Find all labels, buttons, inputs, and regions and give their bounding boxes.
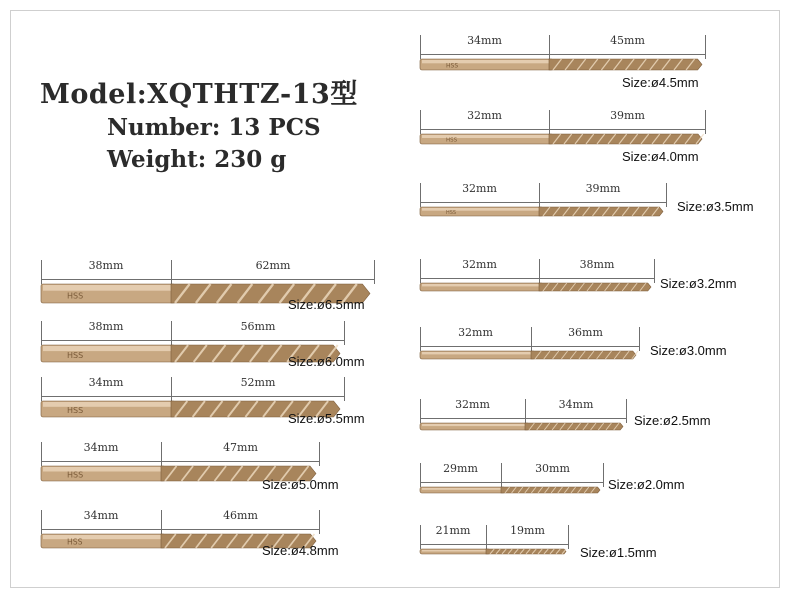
flute-length-label: 39mm — [585, 182, 621, 195]
drill-body — [420, 206, 667, 217]
drill-body — [420, 350, 640, 360]
shank-length-label: 34mm — [467, 34, 502, 47]
hss-marking: HSS — [446, 137, 458, 144]
dimension-line — [41, 506, 320, 536]
flute-length-label: 39mm — [610, 109, 645, 122]
dimension-line — [420, 255, 655, 285]
dimension-hline — [41, 529, 320, 530]
size-label-3-0: Size:ø3.0mm — [650, 343, 727, 358]
shank-highlight — [422, 208, 541, 211]
hss-marking: HSS — [446, 62, 459, 70]
hss-marking: HSS — [67, 470, 84, 480]
dimension-hline — [420, 482, 604, 483]
drill-shank — [420, 487, 505, 493]
flute-length-label: 45mm — [610, 34, 645, 47]
dimension-line — [41, 438, 320, 468]
dimension-line — [420, 521, 569, 551]
hss-marking: HSS — [67, 291, 84, 301]
flute-length-label: 47mm — [223, 441, 258, 454]
size-label-6-5: Size:ø6.5mm — [288, 297, 365, 312]
shank-length-label: 21mm — [435, 524, 471, 537]
shank-highlight — [422, 284, 541, 286]
shank-highlight — [43, 285, 173, 291]
flute-length-label: 30mm — [535, 462, 570, 475]
hss-marking: HSS — [67, 350, 84, 360]
shank-length-label: 32mm — [455, 398, 490, 411]
shank-highlight — [422, 424, 527, 426]
dimension-hline — [41, 396, 345, 397]
model-label: Model:XQTHTZ-13型 — [40, 79, 358, 110]
size-label-2-0: Size:ø2.0mm — [608, 477, 685, 492]
shank-length-label: 34mm — [88, 376, 124, 389]
shank-highlight — [422, 135, 551, 138]
size-label-2-5: Size:ø2.5mm — [634, 413, 711, 428]
flute-length-label: 62mm — [255, 259, 291, 272]
dimension-line — [420, 323, 640, 353]
size-label-5-0: Size:ø5.0mm — [262, 477, 339, 492]
drill-bit-2-0 — [420, 459, 604, 519]
dimension-hline — [420, 544, 569, 545]
number-label: Number: 13 PCS — [107, 114, 321, 141]
shank-length-label: 32mm — [462, 182, 497, 195]
flute-length-label: 38mm — [579, 258, 615, 271]
dimension-hline — [420, 418, 627, 419]
drill-bit-2-5 — [420, 395, 627, 455]
drill-bit-3-0 — [420, 323, 640, 383]
flute-length-label: 46mm — [223, 509, 258, 522]
shank-highlight — [43, 535, 163, 539]
hss-marking: HSS — [67, 537, 83, 547]
shank-length-label: 32mm — [462, 258, 497, 271]
dimension-line — [420, 179, 667, 209]
drill-bit-3-5 — [420, 179, 667, 239]
dimension-hline — [420, 54, 706, 55]
size-label-4-0: Size:ø4.0mm — [622, 149, 699, 164]
flute-length-label: 56mm — [240, 320, 276, 333]
shank-highlight — [43, 402, 173, 407]
size-label-3-5: Size:ø3.5mm — [677, 199, 754, 214]
shank-highlight — [422, 352, 533, 354]
flute-length-label: 19mm — [510, 524, 545, 537]
drill-body — [420, 282, 655, 292]
weight-label: Weight: 230 g — [107, 146, 287, 173]
flute-length-label: 34mm — [558, 398, 594, 411]
size-label-5-5: Size:ø5.5mm — [288, 411, 365, 426]
drill-body — [420, 58, 706, 71]
flute-length-label: 36mm — [568, 326, 603, 339]
size-label-4-8: Size:ø4.8mm — [262, 543, 339, 558]
size-label-4-5: Size:ø4.5mm — [622, 75, 699, 90]
shank-highlight — [422, 60, 551, 63]
dimension-hline — [41, 279, 375, 280]
shank-length-label: 34mm — [83, 509, 119, 522]
shank-length-label: 32mm — [458, 326, 493, 339]
dimension-line — [41, 256, 375, 286]
size-label-3-2: Size:ø3.2mm — [660, 276, 737, 291]
flute-length-label: 52mm — [240, 376, 276, 389]
dimension-line — [420, 106, 706, 136]
hss-marking: HSS — [446, 209, 456, 216]
drill-bit-1-5 — [420, 521, 569, 581]
dimension-hline — [41, 461, 320, 462]
shank-highlight — [422, 550, 488, 552]
drill-bit-3-2 — [420, 255, 655, 315]
shank-highlight — [43, 467, 163, 472]
size-label-1-5: Size:ø1.5mm — [580, 545, 657, 560]
shank-highlight — [422, 488, 503, 490]
dimension-line — [41, 317, 345, 347]
dimension-hline — [420, 346, 640, 347]
shank-length-label: 29mm — [443, 462, 478, 475]
dimension-line — [420, 31, 706, 61]
drill-body — [420, 133, 706, 145]
drill-body — [420, 548, 569, 555]
hss-marking: HSS — [67, 406, 84, 415]
dimension-line — [41, 373, 345, 403]
size-label-6-0: Size:ø6.0mm — [288, 354, 365, 369]
shank-length-label: 32mm — [467, 109, 502, 122]
dimension-hline — [420, 202, 667, 203]
shank-length-label: 34mm — [83, 441, 119, 454]
shank-length-label: 38mm — [88, 320, 124, 333]
drill-body — [420, 486, 604, 494]
dimension-hline — [420, 129, 706, 130]
dimension-line — [420, 395, 627, 425]
dimension-hline — [41, 340, 345, 341]
shank-length-label: 38mm — [88, 259, 124, 272]
dimension-hline — [420, 278, 655, 279]
dimension-line — [420, 459, 604, 489]
shank-highlight — [43, 346, 173, 351]
drill-flute — [539, 207, 663, 216]
drill-body — [420, 422, 627, 431]
